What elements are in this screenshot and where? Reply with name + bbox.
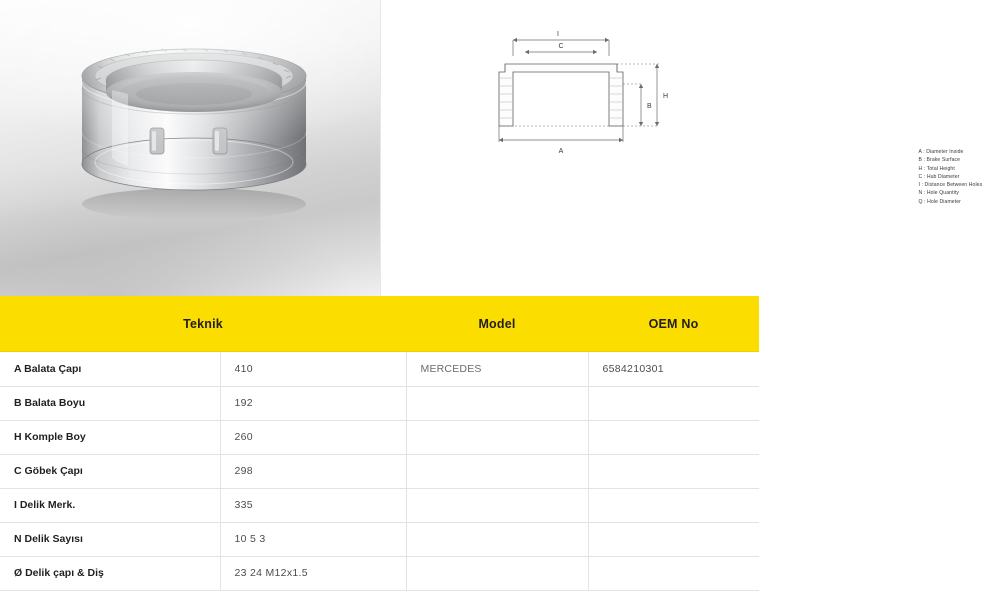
spec-model [406,556,588,590]
diagram-legend [919,148,982,206]
spec-value: 23 24 M12x1.5 [220,556,406,590]
spec-label: B Balata Boyu [0,386,220,420]
dimension-diagram [491,22,681,155]
spec-label: Ø Delik çapı & Diş [0,556,220,590]
legend-item-n: N : Hole Quantity [918,190,959,197]
spec-label: A Balata Çapı [0,352,220,386]
brake-drum-illustration [58,36,328,226]
dim-label-B: B [646,103,652,110]
legend-item-h: H : Total Height [918,165,955,172]
product-photo-pane [0,0,380,296]
legend-item-a: A : Diameter Inside [918,149,964,155]
table-row [0,420,759,454]
spec-table [0,352,759,591]
spec-table-body [0,352,759,590]
spec-label: C Göbek Çapı [0,454,220,488]
spec-model [406,420,588,454]
spec-oem [588,488,759,522]
brake-drum-photo [58,36,328,226]
spec-value: 335 [220,488,406,522]
media-row [0,0,982,296]
legend-item-c: C : Hub Diameter [918,173,960,180]
table-header-band [0,296,759,352]
table-row [0,386,759,420]
spec-label: H Komple Boy [0,420,220,454]
table-row [0,556,759,590]
column-header-teknik: Teknik [183,316,223,331]
spec-value: 410 [220,352,406,386]
legend-item-b: B : Brake Surface [918,157,961,164]
spec-model [406,386,588,420]
dim-label-H: H [662,93,668,100]
technical-diagram-pane [380,0,982,296]
spec-oem: 6584210301 [588,352,759,386]
spec-model: MERCEDES [406,352,588,386]
spec-oem [588,454,759,488]
spec-label: N Delik Sayısı [0,522,220,556]
spec-value: 260 [220,420,406,454]
spec-label: I Delik Merk. [0,488,220,522]
table-row [0,352,759,386]
spec-value: 192 [220,386,406,420]
spec-oem [588,420,759,454]
spec-value: 298 [220,454,406,488]
dim-label-I: I [556,31,559,38]
legend-item-i: I : Distance Between Holes [918,182,982,188]
spec-oem [588,522,759,556]
table-row [0,454,759,488]
spec-oem [588,556,759,590]
spec-value: 10 5 3 [220,522,406,556]
dim-label-A: A [558,148,563,155]
spec-oem [588,386,759,420]
column-header-model: Model [478,316,516,331]
legend-item-q: Q : Hole Diameter [918,198,961,205]
table-row [0,488,759,522]
spec-model [406,522,588,556]
spec-model [406,488,588,522]
table-row [0,522,759,556]
dim-label-C: C [557,43,564,50]
spec-model [406,454,588,488]
column-header-oem: OEM No [648,316,699,331]
